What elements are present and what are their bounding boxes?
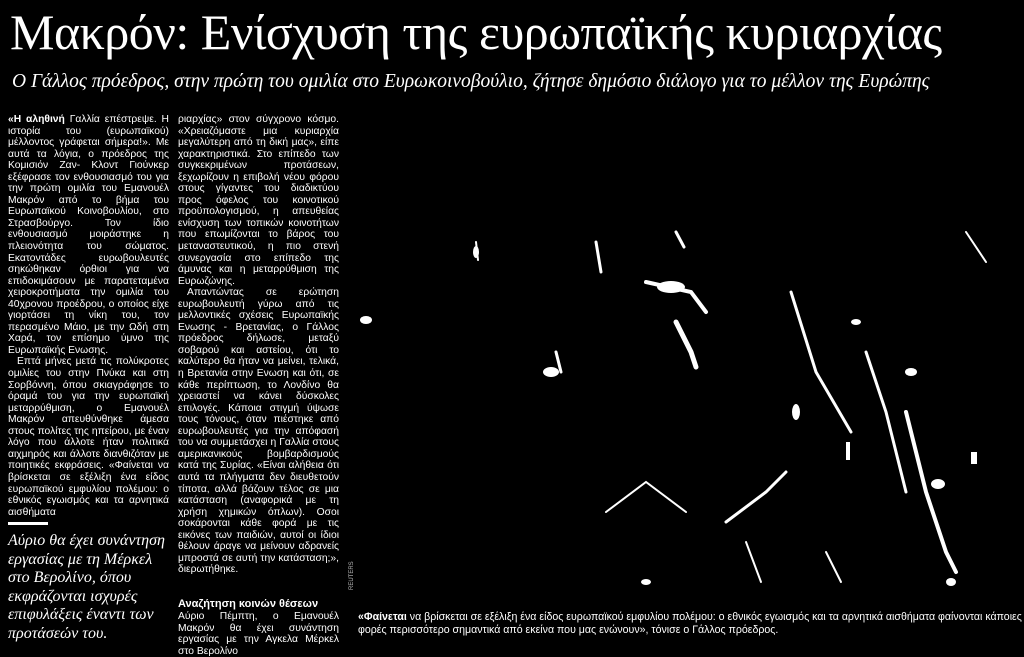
article-column-2 <box>178 114 339 594</box>
paragraph-text: Γαλλία επέστρεψε. Η ιστορία του (ευρωπαϊκού) μέλλοντος γράφεται σήμερα!». Με αυτά τα λόγια, ο πρόεδρος της Κομισιόν Ζαν- Κλοντ Γιούνκερ εξέφρασε τον ενθουσιασμό του για την πρώτη ομιλία του Εμανουέλ Μακρόν από το βήμα του Ευρωπαϊκού Κοινοβουλίου, στο Στρασβούργο. Τον ίδιο ενθουσιασμό μοιράστηκε η πλειονότητα του σώματος. Εκατοντάδες ευρωβουλευτές σηκώθηκαν όρθιοι για να επιδοκιμάσουν με παρατεταμένα χειροκροτήματα την ομιλία του 40χρονου προέδρου, ο οποίος είχε γιορτάσει τη νίκη του, τον περασμένο Μάιο, με την Ωδή στη Χαρά, τον επίσημο ύμνο της Ευρωπαϊκής Ενωσης. <box>8 114 169 356</box>
pull-quote: Αύριο θα έχει συνάντηση εργασίας με τη Μέρκελ στο Βερολίνο, όπου εκφράζονται ισχυρές επιφυλάξεις έναντι των προτάσεών του. <box>8 532 165 642</box>
section-subtitle: Αναζήτηση κοινών θέσεων <box>178 598 319 610</box>
caption-lead-in: «Φαίνεται <box>358 611 407 623</box>
photo-image <box>346 112 1024 609</box>
article-column-2-continued <box>178 611 339 657</box>
pull-quote-rule <box>8 522 48 525</box>
photo <box>346 112 1024 609</box>
photo-credit: REUTERS <box>349 561 355 590</box>
caption-text: να βρίσκεται σε εξέλιξη ένα είδος ευρωπαϊκού εμφυλίου πολέμου: ο εθνικός εγωισμός και τα αρνητικά αισθήματα φαίνονται κάποιες φορές περισσότερο σημαντικά από εκείνα που μας ενώνουν», τόνισε ο Γάλλος πρόεδρος. <box>358 611 1022 636</box>
subheadline: Ο Γάλλος πρόεδρος, στην πρώτη του ομιλία στο Ευρωκοινοβούλιο, ζήτησε δημόσιο διάλογο για το μέλλον της Ευρώπης <box>12 71 930 92</box>
photo-caption <box>358 611 1022 640</box>
paragraph: Αύριο Πέμπτη, ο Εμανουέλ Μακρόν θα έχει συνάντηση εργασίας με την Αγκελα Μέρκελ στο Βερολίνο <box>178 611 339 657</box>
lead-in: «Η αληθινή <box>8 114 65 125</box>
paragraph <box>8 114 169 356</box>
article-column-1 <box>8 114 169 518</box>
paragraph: Απαντώντας σε ερώτηση ευρωβουλευτή γύρω από τις μελλοντικές σχέσεις Ευρωπαϊκής Ενωσης - Βρετανίας, ο Γάλλος πρόεδρος δήλωσε, μεταξύ σοβαρού και αστείου, ότι το καλύτερο θα ήταν να μείνει, τελικά, η Βρετανία στην Ενωση και ότι, σε κάθε περίπτωση, το Λονδίνο θα χρειαστεί να κάνει δύσκολες επιλογές. Κάποια στιγμή ύψωσε τους τόνους, όταν πιέστηκε από ευρωβουλευτές για την απόφασή του να συμμετάσχει η Γαλλία στους αμερικανικούς βομβαρδισμούς κατά της Συρίας. «Είναι αλήθεια ότι αυτά τα πλήγματα δεν διευθετούν τίποτα, αλλά βάζουν τέλος σε μια κατάσταση (αναφορικά με τη χρήση χημικών όπλων). Οσοι σοκάρονται κάθε φορά με τις εικόνες των παιδιών, αυτοί οι ίδιοι θέλουν άραγε να μείνουν αδρανείς μπροστά σε αυτή την κατάσταση;», διερωτήθηκε. <box>178 287 339 576</box>
paragraph: ριαρχίας» στον σύγχρονο κόσμο. «Χρειαζόμαστε μια κυριαρχία μεγαλύτερη από τη δική μας», είπε χαρακτηριστικά. Στο επίπεδο των συγκεκριμένων προτάσεων, ξεχωρίζουν η επιβολή νέου φόρου στους γίγαντες του διαδικτύου προς όφελος του κοινοτικού προϋπολογισμού, η απευθείας ενίσχυση των τοπικών κοινοτήτων που επωμίζονται το βάρος του μεταναστευτικού, η πιο στενή συνεργασία στο επίπεδο της άμυνας και η μεταρρύθμιση της Ευρωζώνης. <box>178 114 339 287</box>
headline: Μακρόν: Ενίσχυση της ευρωπαϊκής κυριαρχίας <box>10 4 942 60</box>
paragraph: Επτά μήνες μετά τις πολύκροτες ομιλίες του στην Πνύκα και στη Σορβόννη, όπου σκιαγράφησε το όραμά του για την ευρωπαϊκή μεταρρύθμιση, ο Εμανουέλ Μακρόν απευθύνθηκε άμεσα στους πολίτες της ηπείρου, με έναν λόγο που άλλοτε ήταν πολιτικά αιχμηρός και άλλοτε διανθιζόταν με ποιητικές εκφράσεις. «Φαίνεται να βρίσκεται σε εξέλιξη ένα είδος ευρωπαϊκού εμφυλίου πολέμου: ο εθνικός εγωισμός και τα αρνητικά αισθήματα <box>8 356 169 518</box>
